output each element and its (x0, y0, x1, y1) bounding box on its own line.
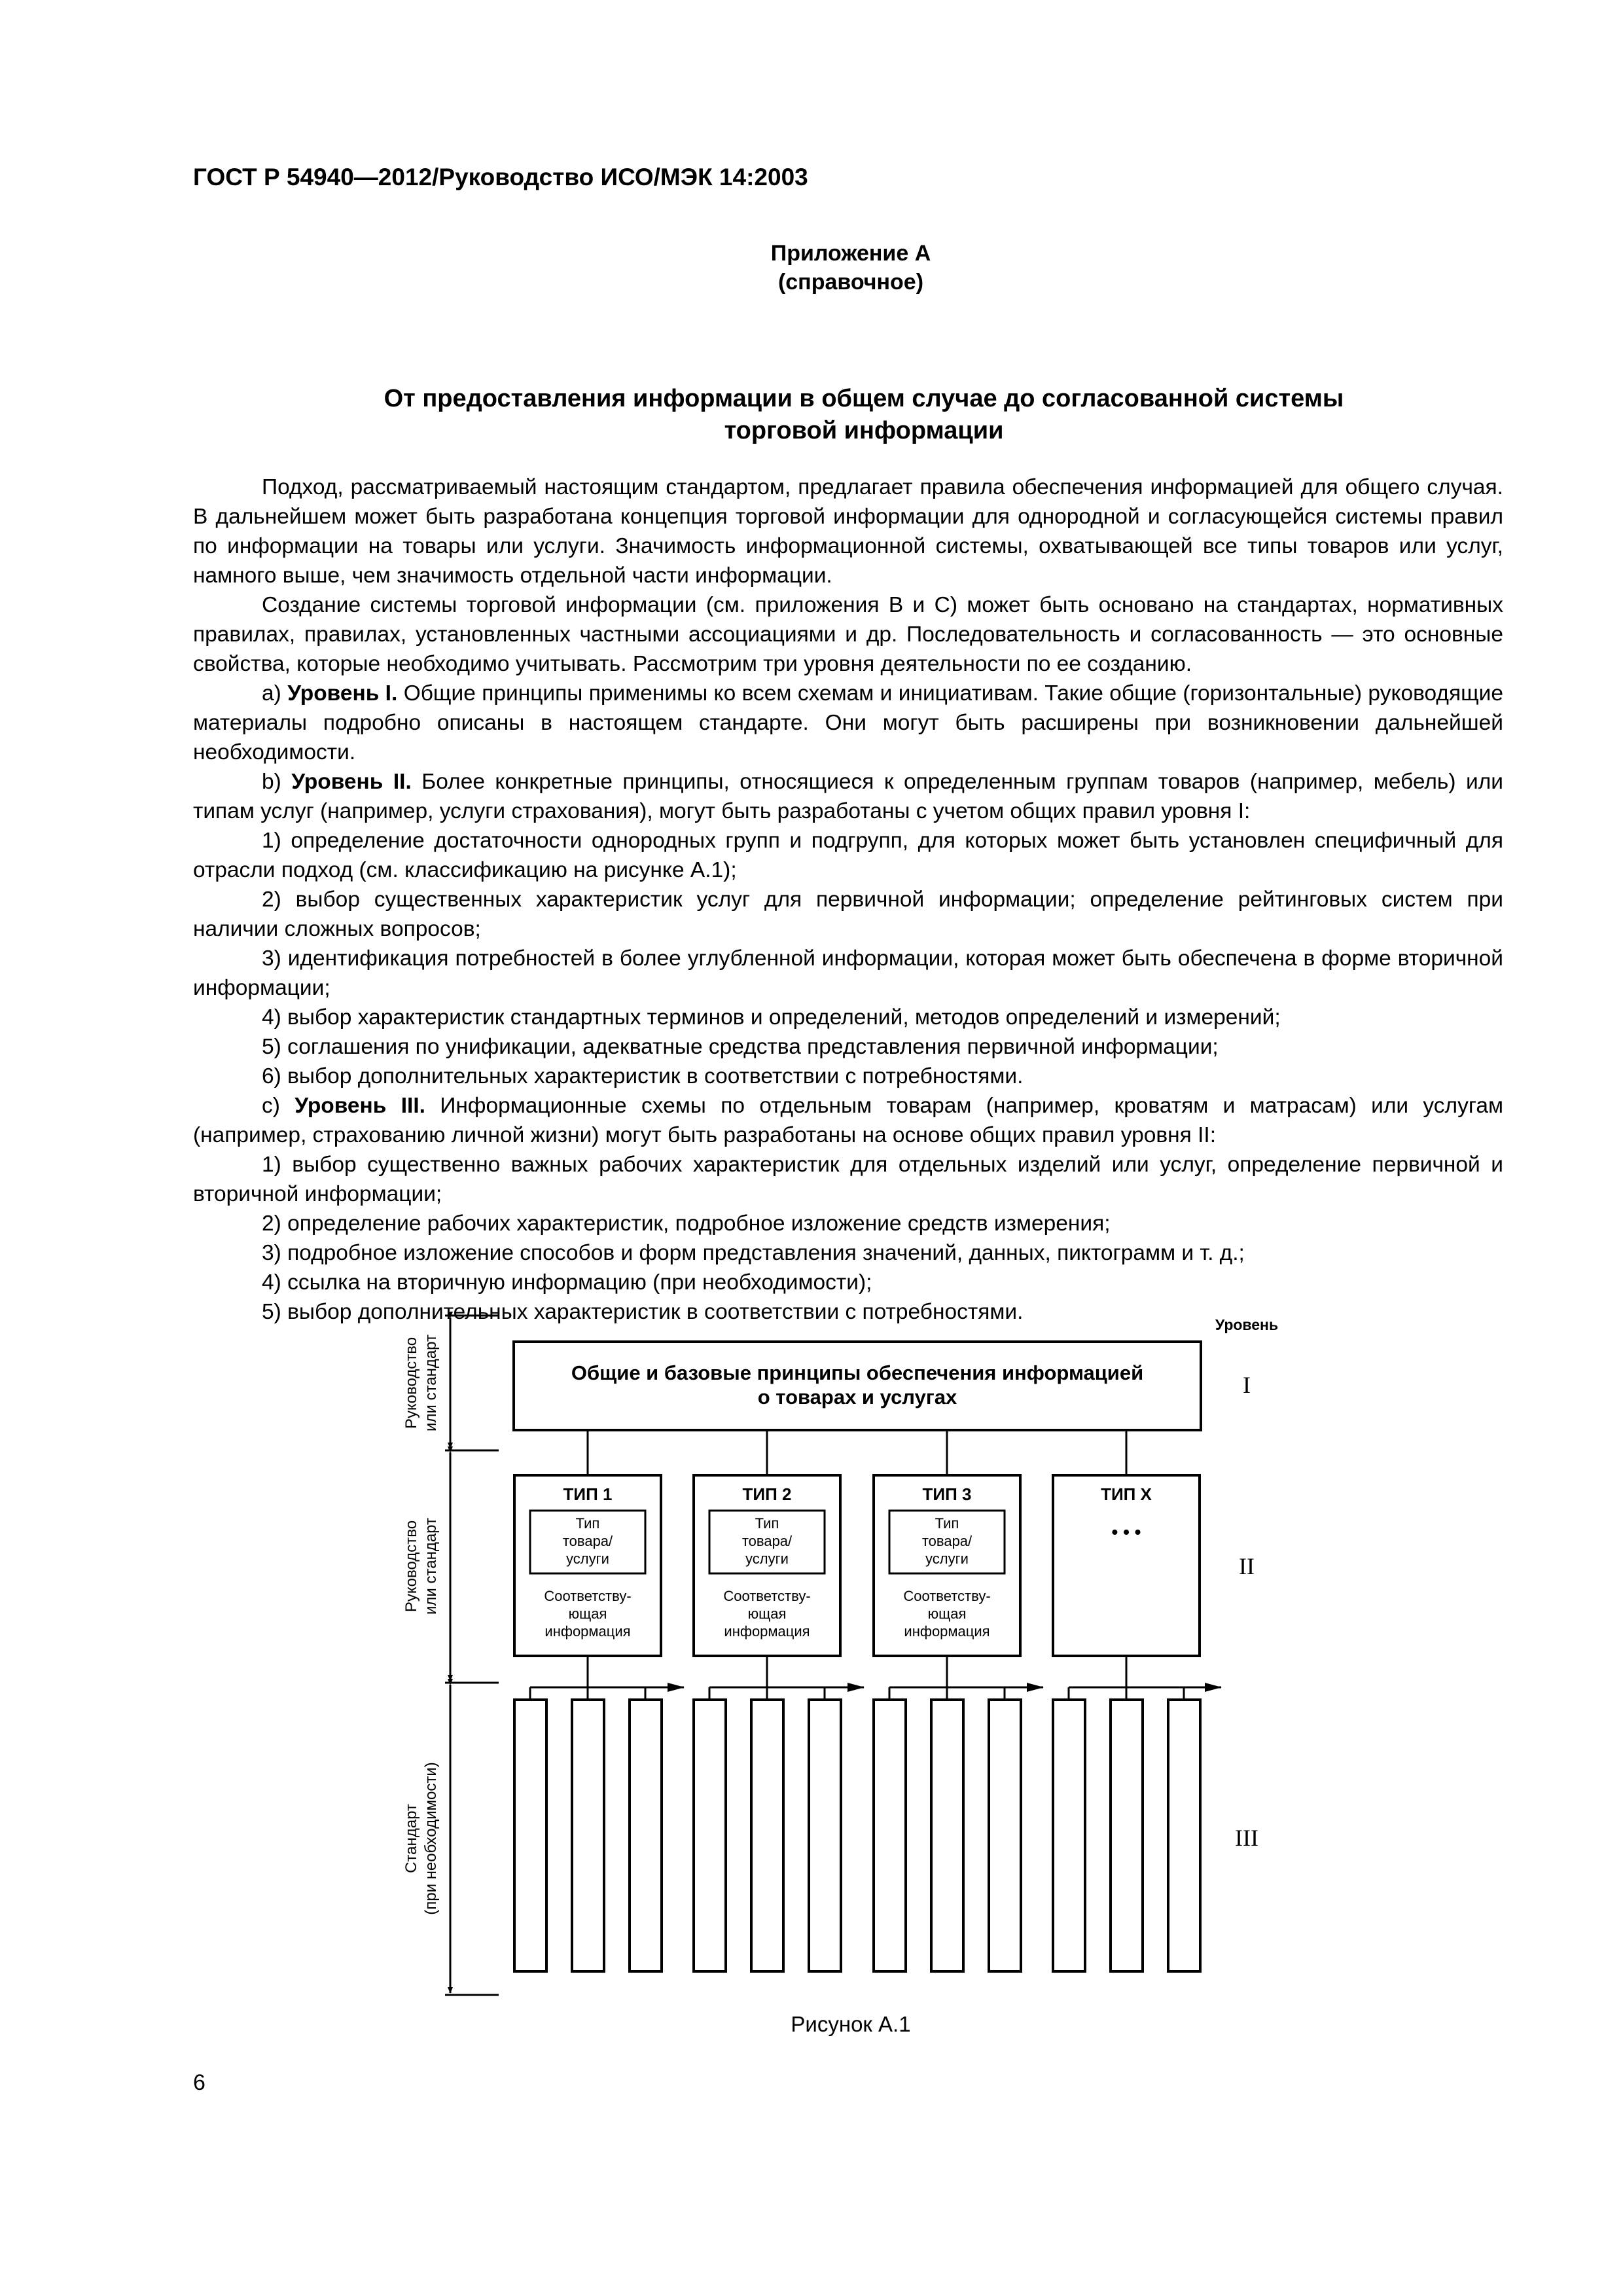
list-item: 5) соглашения по унификации, адекватные средства представления первичной информации; (262, 1035, 1219, 1059)
level-c-label: Уровень III. (294, 1094, 425, 1118)
list-item: 1) выбор существенно важных рабочих характеристик для отдельных изделий или услуг, определение первичной и вторичной информации; (193, 1153, 1503, 1206)
appendix-name: Приложение А (770, 241, 931, 266)
svg-text:Тип: Тип (935, 1515, 959, 1532)
list-item: 3) идентификация потребностей в более углубленной информации, которая может быть обеспечена в форме вторичной информации; (193, 946, 1503, 1000)
level-a-label: Уровень I. (287, 681, 398, 706)
standard-bar (1111, 1700, 1143, 1971)
type-box-2 (694, 1475, 840, 1656)
svg-text:Руководство: Руководство (402, 1520, 420, 1613)
top-box-line-2: о товарах и услугах (757, 1386, 957, 1408)
document-header: ГОСТ Р 54940—2012/Руководство ИСО/МЭК 14:2003 (193, 164, 808, 190)
type-box-1 (514, 1475, 661, 1656)
svg-text:Тип: Тип (575, 1515, 600, 1532)
level-numeral-2: II (1239, 1553, 1255, 1579)
svg-text:информация: информация (904, 1623, 990, 1640)
level-3-standards (514, 1700, 1200, 1971)
svg-text:услуги: услуги (745, 1551, 789, 1567)
level-a-text: Общие принципы применимы ко всем схемам и инициативам. Такие общие (горизонтальные) руководящие материалы подробно описаны в настоящем стандарте. Они могут быть расширены при возникновении дальнейшей необходимости. (193, 681, 1504, 764)
list-item: 3) подробное изложение способов и форм представления значений, данных, пиктограмм и т. д.; (262, 1241, 1245, 1265)
list-item: 2) определение рабочих характеристик, подробное изложение средств измерения; (262, 1211, 1111, 1236)
svg-text:Соответству-: Соответству- (723, 1588, 811, 1604)
figure-caption: Рисунок А.1 (791, 2012, 911, 2036)
standard-bar (1168, 1700, 1200, 1971)
list-item: 4) выбор характеристик стандартных терминов и определений, методов определений и измерений; (262, 1005, 1281, 1030)
svg-text:Тип: Тип (755, 1515, 779, 1532)
title-line-2: торговой информации (724, 417, 1004, 444)
svg-text:информация: информация (724, 1623, 810, 1640)
level-a-marker: а) (262, 681, 281, 706)
svg-text:Стандарт: Стандарт (402, 1804, 420, 1873)
side-label-level-3 (402, 1762, 440, 1915)
level-c-text: Информационные схемы по отдельным товарам (например, кроватям и матрасам) или услугам (например, страхованию личной жизни) могут быть разработаны на основе общих правил уровня II: (193, 1094, 1504, 1147)
level-b-marker: b) (262, 770, 281, 794)
level-b-text: Более конкретные принципы, относящиеся к определенным группам товаров (например, мебель) или типам услуг (например, услуги страхования), могут быть разработаны с учетом общих правил уровня I: (193, 770, 1503, 823)
side-label-level-2 (402, 1518, 440, 1615)
svg-text:товара/: товара/ (562, 1533, 613, 1549)
list-item: 5) выбор дополнительных характеристик в соответствии с потребностями. (262, 1300, 1024, 1324)
svg-text:Соответству-: Соответству- (544, 1588, 632, 1604)
type-box-x (1053, 1475, 1200, 1656)
svg-text:Руководство: Руководство (402, 1336, 420, 1429)
side-label-level-1 (402, 1335, 440, 1431)
list-item: 1) определение достаточности однородных групп и подгрупп, для которых может быть установлен специфичный для отрасли подход (см. классификацию на рисунке А.1); (193, 829, 1503, 882)
type-title: ТИП X (1101, 1484, 1152, 1504)
svg-text:Соответству-: Соответству- (903, 1588, 991, 1604)
paragraph-2: Создание системы торговой информации (см. приложения В и С) может быть основано на стандартах, нормативных правилах, правилах, установленных частными ассоциациями и др. Последовательность и согласованность — это основные свойства, которые необходимо учитывать. Рассмотрим три уровня деятельности по ее созданию. (193, 593, 1503, 676)
standard-bar (694, 1700, 726, 1971)
svg-text:товара/: товара/ (921, 1533, 972, 1549)
page-number: 6 (193, 2070, 205, 2095)
svg-text:(при необходимости): (при необходимости) (422, 1762, 440, 1915)
type-box-3 (874, 1475, 1020, 1656)
list-item: 2) выбор существенных характеристик услуг для первичной информации; определение рейтинговых систем при наличии сложных вопросов; (193, 888, 1503, 941)
standard-bar (809, 1700, 841, 1971)
standard-bar (572, 1700, 604, 1971)
svg-text:информация: информация (544, 1623, 631, 1640)
svg-text:ющая: ющая (747, 1605, 787, 1622)
list-item: 6) выбор дополнительных характеристик в соответствии с потребностями. (262, 1064, 1024, 1088)
standard-bar (1053, 1700, 1085, 1971)
svg-text:или стандарт: или стандарт (422, 1335, 440, 1431)
svg-text:товара/: товара/ (741, 1533, 793, 1549)
svg-text:услуги: услуги (566, 1551, 609, 1567)
level-b-label: Уровень II. (291, 770, 412, 794)
svg-text:или стандарт: или стандарт (422, 1518, 440, 1615)
type-title: ТИП 3 (922, 1484, 972, 1504)
standard-bar (751, 1700, 783, 1971)
title-line-1: От предоставления информации в общем случае до согласованной системы (383, 385, 1344, 412)
appendix-kind: (справочное) (777, 270, 924, 295)
svg-text:ющая: ющая (568, 1605, 607, 1622)
standard-bar (630, 1700, 662, 1971)
svg-text:ющая: ющая (927, 1605, 967, 1622)
list-item: 4) ссылка на вторичную информацию (при необходимости); (262, 1270, 872, 1295)
level-numeral-1: I (1243, 1372, 1251, 1398)
standard-bar (514, 1700, 546, 1971)
ellipsis: • • • (1111, 1522, 1141, 1542)
top-box-line-1: Общие и базовые принципы обеспечения информацией (571, 1361, 1144, 1384)
svg-text:услуги: услуги (925, 1551, 969, 1567)
standard-bar (931, 1700, 963, 1971)
standard-bar (874, 1700, 906, 1971)
level-3-branches (530, 1656, 1221, 1700)
level-c-marker: с) (262, 1094, 280, 1118)
type-title: ТИП 2 (742, 1484, 792, 1504)
type-title: ТИП 1 (563, 1484, 613, 1504)
level-numeral-3: III (1235, 1825, 1258, 1851)
top-connectors (588, 1430, 1126, 1475)
standard-bar (989, 1700, 1021, 1971)
paragraph-1: Подход, рассматриваемый настоящим стандартом, предлагает правила обеспечения информацией для общего случая. В дальнейшем может быть разработана концепция торговой информации для однородной и согласующейся системы правил по информации на товары или услуги. Значимость информационной системы, охватывающей все типы товаров или услуг, намного выше, чем значимость отдельной части информации. (193, 475, 1503, 588)
level-header: Уровень (1215, 1316, 1279, 1333)
dimension-scale (445, 1316, 499, 1995)
